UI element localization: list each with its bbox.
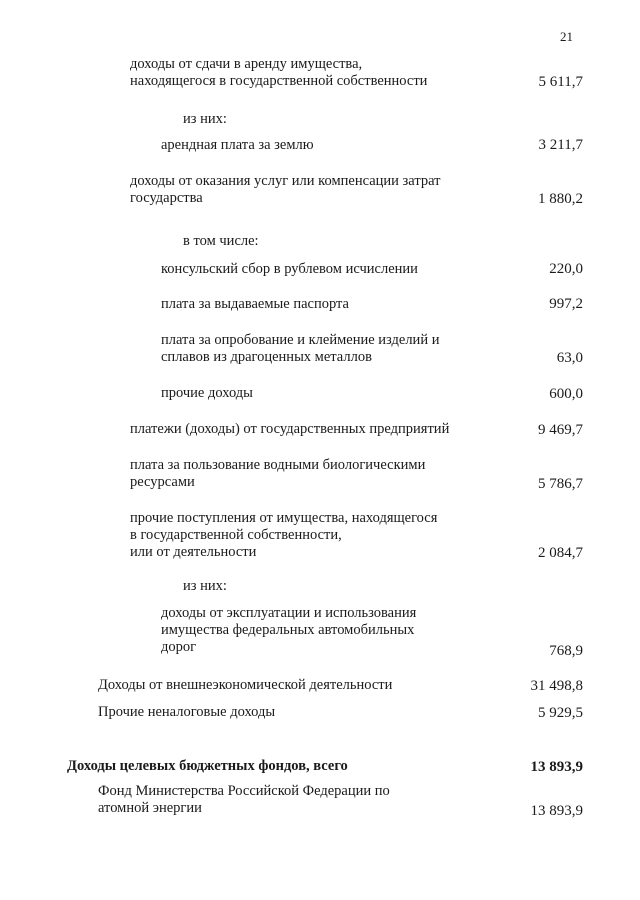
row-label-road-property-income: доходы от эксплуатации и использования имущества федеральных автомобильных дорог [161, 605, 417, 655]
row-value-other-income: 600,0 [549, 386, 583, 402]
page-number: 21 [560, 29, 573, 44]
row-value-target-funds-total: 13 893,9 [530, 759, 583, 775]
row-label-including: в том числе: [183, 233, 259, 249]
row-value-foreign-economic: 31 498,8 [530, 678, 583, 694]
row-label-services-income: доходы от оказания услуг или компенсации затрат государства [130, 173, 441, 206]
row-value-rent-income: 5 611,7 [538, 74, 583, 90]
row-value-land-rent: 3 211,7 [538, 137, 583, 153]
row-value-consular-fee: 220,0 [549, 261, 583, 277]
row-label-atomic-energy-fund: Фонд Министерства Российской Федерации по атомной энергии [98, 783, 390, 816]
row-label-of-which-2: из них: [183, 578, 227, 594]
row-label-foreign-economic: Доходы от внешнеэкономической деятельности [98, 677, 393, 693]
row-label-state-enterprises: платежи (доходы) от государственных предприятий [130, 421, 450, 437]
row-label-of-which: из них: [183, 111, 227, 127]
row-label-consular-fee: консульский сбор в рублевом исчислении [161, 261, 418, 277]
row-label-other-income: прочие доходы [161, 385, 253, 401]
row-value-other-property-receipts: 2 084,7 [538, 545, 583, 561]
row-value-road-property-income: 768,9 [549, 643, 583, 659]
row-label-target-funds-total: Доходы целевых бюджетных фондов, всего [67, 758, 348, 774]
row-value-other-non-tax: 5 929,5 [538, 705, 583, 721]
row-value-state-enterprises: 9 469,7 [538, 422, 583, 438]
row-value-services-income: 1 880,2 [538, 191, 583, 207]
row-value-atomic-energy-fund: 13 893,9 [530, 803, 583, 819]
row-label-rent-income: доходы от сдачи в аренду имущества, находящегося в государственной собственности [130, 56, 428, 89]
row-value-passport-fee: 997,2 [549, 296, 583, 312]
row-value-assay-fee: 63,0 [556, 350, 583, 366]
row-value-water-resources: 5 786,7 [538, 476, 583, 492]
row-label-assay-fee: плата за опробование и клеймение изделий и сплавов из драгоценных металлов [161, 332, 440, 365]
row-label-other-non-tax: Прочие неналоговые доходы [98, 704, 276, 720]
row-label-other-property-receipts: прочие поступления от имущества, находящегося в государственной собственности, или от деятельности [130, 510, 438, 560]
row-label-passport-fee: плата за выдаваемые паспорта [161, 296, 349, 312]
row-label-land-rent: арендная плата за землю [161, 137, 314, 153]
row-label-water-resources: плата за пользование водными биологическими ресурсами [130, 457, 426, 490]
